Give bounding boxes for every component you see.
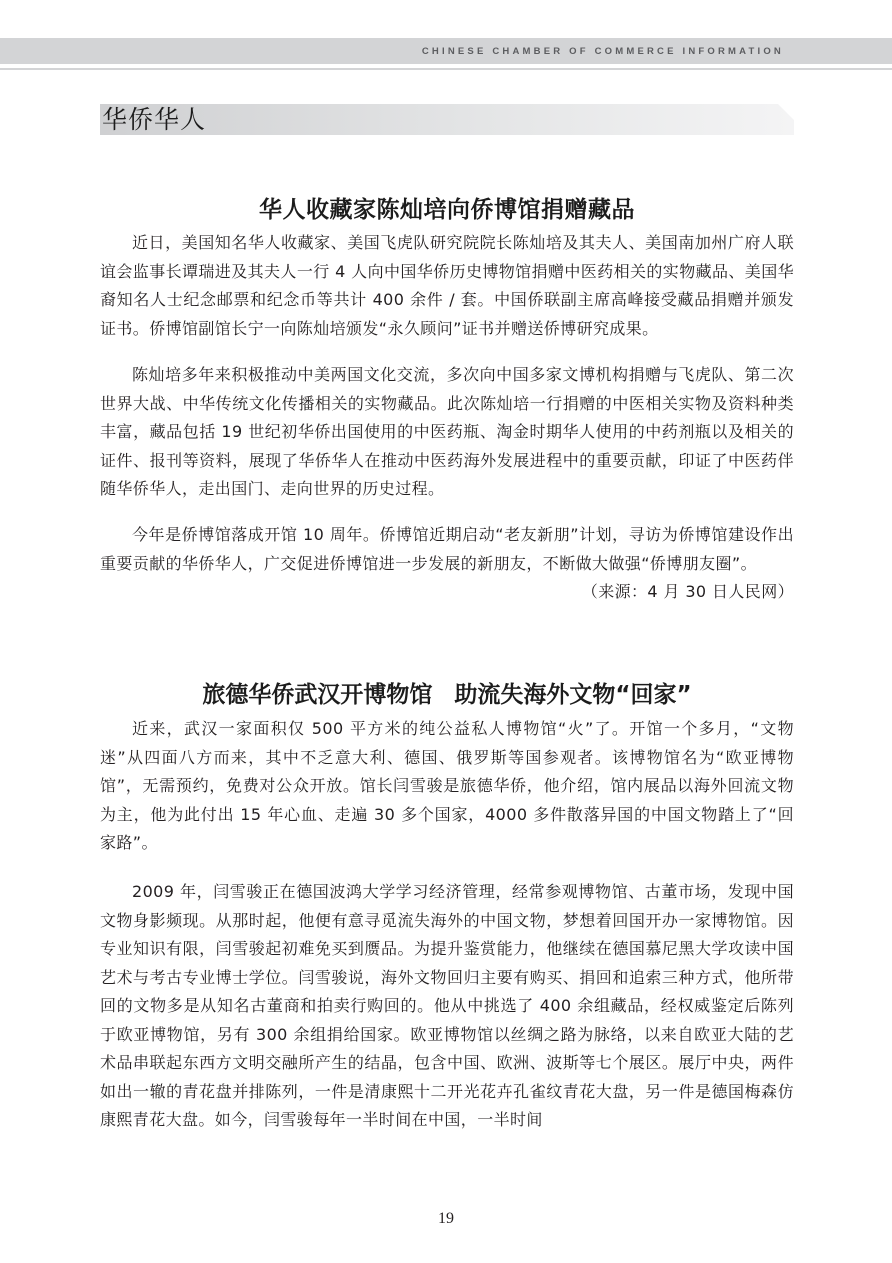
article-1-paragraph-1: 近日，美国知名华人收藏家、美国飞虎队研究院院长陈灿培及其夫人、美国南加州广府人联谊会监事长谭瑞进及其夫人一行 4 人向中国华侨历史博物馆捐赠中医药相关的实物藏品、美国华裔知名人士纪念邮票和纪念币等共计 400 余件 / 套。中国侨联副主席高峰接受藏品捐赠并颁发证书。侨博馆副馆长宁一向陈灿培颁发“永久顾问”证书并赠送侨博研究成果。 — [100, 233, 794, 338]
article-2-title: 旅德华侨武汉开博物馆 助流失海外文物“回家” — [202, 682, 692, 709]
article-1-title: 华人收藏家陈灿培向侨博馆捐赠藏品 — [259, 197, 635, 224]
article-1-paragraph-2: 陈灿培多年来积极推动中美两国文化交流，多次向中国多家文博机构捐赠与飞虎队、第二次世界大战、中华传统文化传播相关的实物藏品。此次陈灿培一行捐赠的中医相关实物及资料种类丰富，藏品包括 19 世纪初华侨出国使用的中医药瓶、淘金时期华人使用的中药剂瓶以及相关的证件、报刊等资料，展现了华侨华人在推动中医药海外发展进程中的重要贡献，印证了中医药伴随华侨华人，走出国门、走向世界的历史过程。 — [100, 365, 794, 498]
section-header — [100, 104, 794, 135]
article-1-source: （来源：4 月 30 日人民网） — [581, 582, 794, 601]
header-band — [0, 38, 892, 64]
article-1-paragraph-3 — [100, 521, 794, 607]
section-title: 华侨华人 — [102, 105, 207, 134]
header-divider — [0, 68, 892, 70]
article-2-paragraph-1: 近来，武汉一家面积仅 500 平方米的纯公益私人博物馆“火”了。开馆一个多月，“文物迷”从四面八方而来，其中不乏意大利、德国、俄罗斯等国参观者。该博物馆名为“欧亚博物馆”，无需预约，免费对公众开放。馆长闫雪骏是旅德华侨，他介绍，馆内展品以海外回流文物为主，他为此付出 15 年心血、走遍 30 多个国家，4000 多件散落异国的中国文物踏上了“回家路”。 — [100, 719, 794, 852]
header-band-text: CHINESE CHAMBER OF COMMERCE INFORMATION — [421, 46, 784, 57]
article-1-paragraph-3-text: 今年是侨博馆落成开馆 10 周年。侨博馆近期启动“老友新朋”计划，寻访为侨博馆建设作出重要贡献的华侨华人，广交促进侨博馆进一步发展的新朋友，不断做大做强“侨博朋友圈”。 — [100, 525, 794, 573]
article-2-paragraph-2: 2009 年，闫雪骏正在德国波鸿大学学习经济管理，经常参观博物馆、古董市场，发现中国文物身影频现。从那时起，他便有意寻觅流失海外的中国文物，梦想着回国开办一家博物馆。因专业知识有限，闫雪骏起初难免买到赝品。为提升鉴赏能力，他继续在德国慕尼黑大学攻读中国艺术与考古专业博士学位。闫雪骏说，海外文物回归主要有购买、捐回和追索三种方式，他所带回的文物多是从知名古董商和拍卖行购回的。他从中挑选了 400 余组藏品，经权威鉴定后陈列于欧亚博物馆，另有 300 余组捐给国家。欧亚博物馆以丝绸之路为脉络，以来自欧亚大陆的艺术品串联起东西方文明交融所产生的结晶，包含中国、欧洲、波斯等七个展区。展厅中央，两件如出一辙的青花盘并排陈列，一件是清康熙十二开光花卉孔雀纹青花大盘，另一件是德国梅森仿康熙青花大盘。如今，闫雪骏每年一半时间在中国，一半时间 — [100, 882, 794, 1129]
page-number: 19 — [438, 1210, 454, 1227]
